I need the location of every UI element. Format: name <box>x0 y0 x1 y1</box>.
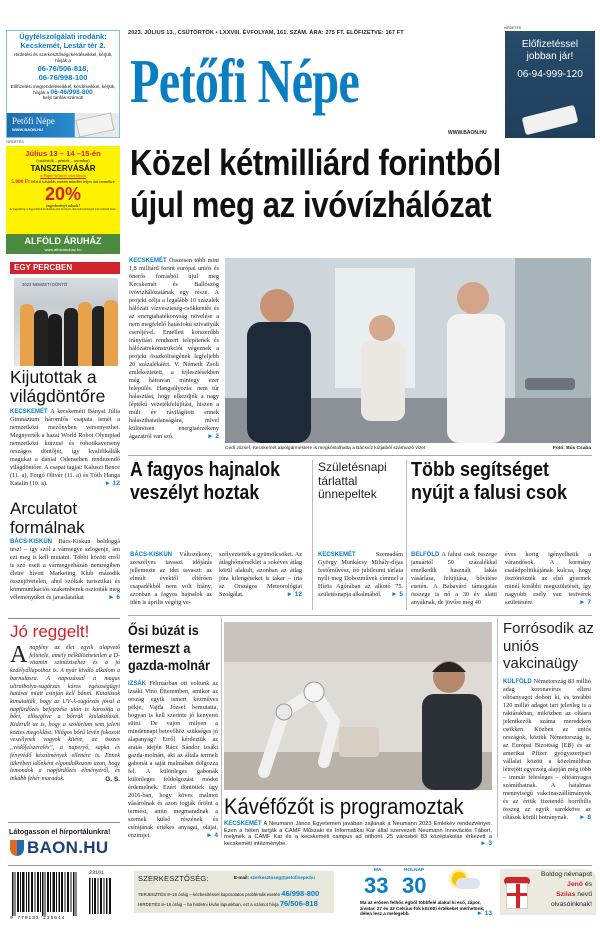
kicker: BELFÖLD <box>411 552 440 558</box>
weather-box <box>360 868 500 916</box>
weather-tomorrow-label: HOLNAP <box>404 868 425 873</box>
kicker: KECSKEMÉT <box>224 821 262 827</box>
issue-barcode <box>88 878 112 914</box>
editorial-title: SZERKESZTŐSÉG: <box>138 874 209 883</box>
office-ad-phones: 06-76/506-818, 06-76/998-100 <box>37 64 89 82</box>
masthead-logo[interactable]: Petőfi Népe <box>130 48 360 116</box>
office-ad-brand: Petőfi Népe <box>12 116 55 126</box>
alfold-ad-amount: 5.000 Ft feletti vásárlás esetén minden teljes árú termékre <box>11 179 115 185</box>
person-figure <box>48 314 62 366</box>
story-kave-body: KECSKEMÉT A Neumann János Egyetemen javában zajlanak a Neumann 2023 Emlékév rendezvényei. Ezen a héten tartják a CAMF Műszaki és Informatikai Kar által szervezett Neumann Innovációs Tábort, melynek a CAMF Kar és a kecskeméti campus ad otthont. 25 városból 83 középiskolás érkezett a kecskeméti intézménybe. ► 3 <box>224 821 492 847</box>
robot-arm-photo <box>224 622 492 790</box>
newspaper-icon <box>76 112 115 137</box>
alfold-ad-url: www.alfoldaruhaz.hu <box>44 247 82 252</box>
page-ref[interactable]: ► 7 <box>579 599 591 606</box>
kicker: KECSKEMÉT <box>129 258 167 264</box>
divider <box>312 460 313 610</box>
headline-forrosodik[interactable]: Forrósodik az uniós vakcinaügy <box>503 620 594 672</box>
ad-label: HIRDETÉS <box>6 140 24 144</box>
headline-kijutottak[interactable]: Kijutottak a világdöntőre <box>10 367 106 406</box>
office-ad[interactable] <box>6 30 120 138</box>
headline-fagyos[interactable]: A fagyos hajnalok veszélyt hoztak <box>130 459 280 504</box>
office-ad-text1: Hirdetési és szerkesztőségi kérdéseikkel, kérjük, hívják a <box>13 52 113 63</box>
divider <box>128 455 592 456</box>
advertising-phone[interactable]: 76/506-818 <box>279 899 318 908</box>
headline-osi-buzat[interactable]: Ősi búzát is termeszt a gazda-molnár <box>128 622 210 673</box>
divider <box>128 615 592 616</box>
robot-olympiad-photo[interactable] <box>14 278 118 366</box>
alfold-ad-days: (csütörtök – péntek – szombat) <box>36 158 90 163</box>
weather-desc: Ma az erősen felhős égből többfelé alakul ki eső, zápor, zivatar. 27 és 33 Celsius-fok közötti értékeket mérhetünk, délen lesz a melegebb. ► 13 <box>360 900 492 918</box>
person-figure <box>64 308 78 366</box>
section-egy-percben: EGY PERCBEN <box>10 262 120 274</box>
alfold-ad-sub: a Papír-írószer osztályon <box>40 173 86 178</box>
page-ref[interactable]: ► 12 <box>286 591 302 598</box>
page-ref[interactable]: ► 2 <box>207 433 219 440</box>
divider <box>8 865 592 866</box>
weather-tomorrow-temp: 30 <box>402 873 427 898</box>
headline-arculatot[interactable]: Arculatot formálnak <box>10 499 85 537</box>
masthead-url[interactable]: WWW.BAON.HU <box>448 130 487 136</box>
story-forro-body: KÜLFÖLD Németország 83 millió adag koronavírus elleni oltóanyagot dobott ki, és további 120 millió adagot tart jelenleg is a raktárakban, miközben az oltásra jelentkezők száma meredeken csökken. Közben az uniós országok, köztük Németország is, az Európai Bizottság (EB) és az amerikai Pfizer gyógyszeripari vállalat között a közelmúltban létrejött egyezség alapján még több – immár felesleges – oltóanyagra számíthatnak. A hatalmas mennyiségű vakcinaszállítmányok és az értük fizetendő horribilis összeg az egyik sarokköve az oltások körüli botránynak. ► 8 <box>503 678 591 821</box>
editorial-distribution: TERJESZTÉS 8–16 óráig – kézbesítéssel kapcsolatos problémák esetén 46/998-800 <box>138 889 320 898</box>
dateline: 2023. JÚLIUS 13., CSÜTÖRTÖK • LXXVIII. ÉVFOLYAM, 161. SZÁM. ÁRA: 275 FT. ELŐFIZETVE: 167 FT <box>128 30 404 36</box>
office-ad-text2: Előfizetési megrendeléseikkel, kérdéseikkel, kérjük, hívják a 06-46/998-800 helyi tarifás számot! <box>10 84 116 101</box>
photo-banner: 2023 NEMZETI DÖNTŐ <box>22 282 68 287</box>
barcode-number: 9 770133 235044 <box>10 916 66 921</box>
editorial-box <box>134 871 334 913</box>
subscription-ad-slogan: Előfizetéssel jobban jár! <box>521 39 579 62</box>
story-fagyos-body-col2: szélyeztették a gyümölcsöket. Az átlaghőmérséklet a sokéves átlag körül alakult, azonban az átlag jóra kilengéseket is takar – írta az Országos Meteorológiai Szolgálat. ► 12 <box>219 551 302 598</box>
main-story-body: KECSKEMÉT Összesen több mint 1,8 milliárd forint európai uniós és önerős forrásból újul meg Kecskemét és Ballószög ivóvízhálózatának egy része. A projekt célja a legalább 10 százalék hálózati vízveszteség-csökkentés és az energiahatékonyság növelése a nem megfelelő hatásfokú szivattyúk cseréjével. Emellett korszerűbb irányítási rendszert telepítenek és hálózatrekonstrukciót végeznek a projekt összköltségének legfeljebb 20 százalékáért. V. Németh Zsolt emlékeztetett, a fejlesztésekben még hátravan mintegy ezer település. Hangsúlyozta: nem tűr halasztást, hogy elkezdjék a nagy léptékű vezetékfelújítást, hiszen a múlt év rávilágított ennek halaszthatatlanságára, mivel különösen energiaérzékeny ágazatról van szó. ► 2 <box>129 257 220 440</box>
main-headline[interactable]: Közel kétmilliárd forintból újul meg az ivóvízhálózat <box>130 142 501 225</box>
story-csok-body-col1: BELFÖLD A falusi csok összege januártól 50 százalékkal emelkedik használt lakás vásárlása, felújítása, bővítése esetén. A Babaváró támogatás összege is nő a 30 év alatti anyáknak, de jövőre még 40 <box>411 551 497 606</box>
barcode <box>10 872 80 916</box>
story-kijutottak-body: KECSKEMÉT A kecskeméti Bányai Júlia Gimnázium háromfős csapata ismét a nemzetközi mezőnyben versenyezhet. Megnyerték a hazai World Robot Olympiad nemzetközi kurzusi és robotikaverseny országos döntőjét, így kvalifikálták magukat a dániai Odenseben rendezendő világdöntőre. A csapat tagjai: Kaluszi Bence (11. a), Forgó Olivér (11. a) és Tóth Hanga Katalin (10. a). ► 12 <box>10 408 120 487</box>
nameday-line4: olvasóinknak! <box>550 901 592 908</box>
page-ref[interactable]: ► 3 <box>480 839 492 847</box>
page-ref[interactable]: ► 13 <box>476 910 492 918</box>
divider <box>221 618 222 838</box>
headline-csok[interactable]: Több segítséget nyújt a falusi csok <box>411 459 568 504</box>
nameday-line1: Boldog névnapot <box>540 871 592 878</box>
distribution-phone[interactable]: 46/998-800 <box>281 889 320 898</box>
person-figure <box>104 300 118 366</box>
issue-code: 23161 <box>89 870 105 876</box>
subscription-ad[interactable] <box>505 31 595 138</box>
main-photo[interactable] <box>225 258 591 443</box>
portal-invite: Látogasson el hírportálunkra! <box>9 827 111 836</box>
alfold-ad-dates: Július 13 – 14 –15-én <box>25 149 101 158</box>
story-fagyos-body-col1: BÁCS-KISKUN Változékony, szeszélyes tavaszi időjárás jellemezte az idei tavaszt: az elmúlt évektől eltérően csapadékból nem volt hiány, azonban a fagyos hajnalok az idén is április végéig ve- <box>130 551 212 606</box>
divider <box>8 618 120 619</box>
alfold-ad-store: ALFÖLD ÁRUHÁZ <box>24 236 102 246</box>
page-ref[interactable]: ► 6 <box>108 594 120 601</box>
alfold-ad-discount: engedményt adunk! <box>45 203 80 208</box>
kicker: IZSÁK <box>128 681 146 687</box>
photo-credit: Fotó: Bús Csaba <box>552 446 591 451</box>
alfold-ad-footer <box>6 234 120 254</box>
alfold-ad[interactable] <box>6 146 120 254</box>
kicker: BÁCS-KISKUN <box>130 552 172 558</box>
newspaper-icon <box>522 105 579 136</box>
column-jo-reggelt-body: Anapfény az élet egyik alapvető feltétele, amely nélkülözhetetlen a D-vitamin szintéziséhez és a jó kedélyállapothoz is. A nyár kiváló alkalom a barnulásra. A napozással a magas ultraibolya-sugárzás káros egészségügyi hatásai miatt csínján kell bánni. Kutatások kimutatták, hogy az UV-A-sugárzás jóval a napfürdőzés befejezése után is károsítja a bőrt, elősegítve a bőrrák kialakulását. Kiderült az is, hogy a szolárium sem jelent köztes megoldást. Világos bőrű lévén fokozott veszélynek vagyok kitéve, az összes „védőfelszerelés”, a naperyő, sapka és fényvédő készítmények ellenére is. Ennek tükrében időnként elgondolkozom azon, hogy lemondok a napfürdőzés élményéről, és inkább fehér maradok. G. S. <box>10 642 120 783</box>
headline-kavefozot[interactable]: Kávéfőzőt is programoztak <box>224 794 464 819</box>
gift-icon <box>506 883 528 909</box>
kicker: KÜLFÖLD <box>503 679 532 685</box>
email-link[interactable]: szerkesztoseg@petofinepe.hu <box>250 875 315 880</box>
page-ref[interactable]: ► 4 <box>206 832 218 839</box>
divider <box>8 822 120 823</box>
page-ref[interactable]: ► 12 <box>104 480 120 487</box>
nameday-line2: Jenő és <box>567 881 592 888</box>
baon-logo-text: BAON.HU <box>27 838 109 857</box>
editorial-email: E-mail: szerkesztoseg@petofinepe.hu <box>234 875 315 880</box>
office-ad-footer <box>7 113 119 137</box>
alfold-ad-percent: 20% <box>44 184 82 204</box>
editorial-advertising: HIRDETÉS 8–16 óráig – ha hirdetni kíván lapunkban, ezt a számot hívja 76/506-818 <box>138 899 318 908</box>
alfold-ad-fine: Az engedmény a Jegyzettömb áruházban nem érvényes, más kedvezménnyel nem vonható össze. <box>9 208 117 211</box>
weather-today-temp: 33 <box>364 873 389 898</box>
subscription-ad-phone: 06-94-999-120 <box>517 69 583 80</box>
alfold-ad-title: TANSZERVÁSÁR <box>30 164 96 173</box>
shield-icon <box>10 840 24 856</box>
story-arculatot-body: BÁCS-KISKUN Bács-Kiskun boldoggá tesz! – így szól a vármegye szlogenje, ám ezt meg is kell mutatni. Többi között erről is szó esett a vármegyeházán nemrégiben életre hívott Marketing Klub második összejövetelén, ahol szóltak turisztikai és kommunikációs szakemberek osztották meg véleményüket és javaslataikat ► 6 <box>10 538 120 601</box>
person-figure <box>34 310 48 366</box>
person-figure <box>20 304 34 366</box>
nameday-line3: Szilas nevű <box>556 891 592 898</box>
office-ad-url: WWW.BAON.HU <box>12 127 43 132</box>
story-szuletesnapi-body: KECSKEMÉT Szemadám György Munkácsy Mihály-díjas festőművész, író jubileumi tárlata nyílt meg Dobozművek címmel a Hírös Agórában az alkotó 75. születésnapja alkalmából. ► 5 <box>318 551 403 598</box>
weather-today-label: MA <box>374 868 382 873</box>
ad-label: HIRDETÉS <box>504 26 522 30</box>
robot-photo[interactable] <box>224 622 492 790</box>
person-figure <box>78 302 92 366</box>
page-ref[interactable]: ► 5 <box>391 591 403 598</box>
nameday-box <box>500 869 596 915</box>
cloud-icon <box>456 878 480 889</box>
kicker: KECSKEMÉT <box>318 552 356 558</box>
story-osi-body: IZSÁK Februárban ott voltunk az izsáki Vino Étteremben, amikor az ország egyik ismert kézműves pékje, Vajda József bemutatta, hogyan is kell szerinte jó kenyeret sütni. De vajon milyen a mindennapi betevőhöz szükséges jó alapanyag? Erről kérdeztük az aratás idején Rácz Sándor izsáki gazda-molnárt, aki az általa termelt gabonát a saját malmában dolgozza fel. A különleges gabonák különleges feldolgozási módot érdemelnek. Ezért döntöttek úgy 2016-ban, hogy köves malmot vásárolnak és azon fogják őrölni a termést, amin megmaradnak a szemek külső részének és csírájának értékes anyagai, olajai, enzimjei. ► 4 <box>128 680 219 839</box>
headline-jo-reggelt[interactable]: Jó reggelt! <box>10 622 90 641</box>
divider <box>497 618 498 838</box>
story-csok-body-col2: éves korig igényelhetik a várandósok. A kormány családpolitikájának kulcsa, hogy ösztönözzék az első gyermek minél korábbi megszületését, így nagyobb esély van testvérek születésére. ► 7 <box>505 551 591 606</box>
dropcap: A <box>10 642 28 668</box>
divider <box>406 460 407 610</box>
photo-caption: Cedl József, Kecskemét alpolgármestere is megkóstolhatta a Bácsvíz kútjaiból származó vizet Fotó: Bús Csaba <box>225 446 591 451</box>
office-ad-title: Ügyfélszolgálati irodánk: Kecskemét, Lestár tér 2. <box>19 32 107 50</box>
kicker: KECSKEMÉT <box>10 409 48 415</box>
page-ref[interactable]: ► 8 <box>579 814 591 821</box>
kicker: BÁCS-KISKUN <box>10 539 52 545</box>
water-tasting-photo <box>225 258 591 443</box>
author-signature: G. S. <box>105 775 120 783</box>
baon-logo[interactable] <box>10 838 108 858</box>
headline-szuletesnapi[interactable]: Születésnapi tárlattal ünnepeltek <box>318 460 387 501</box>
